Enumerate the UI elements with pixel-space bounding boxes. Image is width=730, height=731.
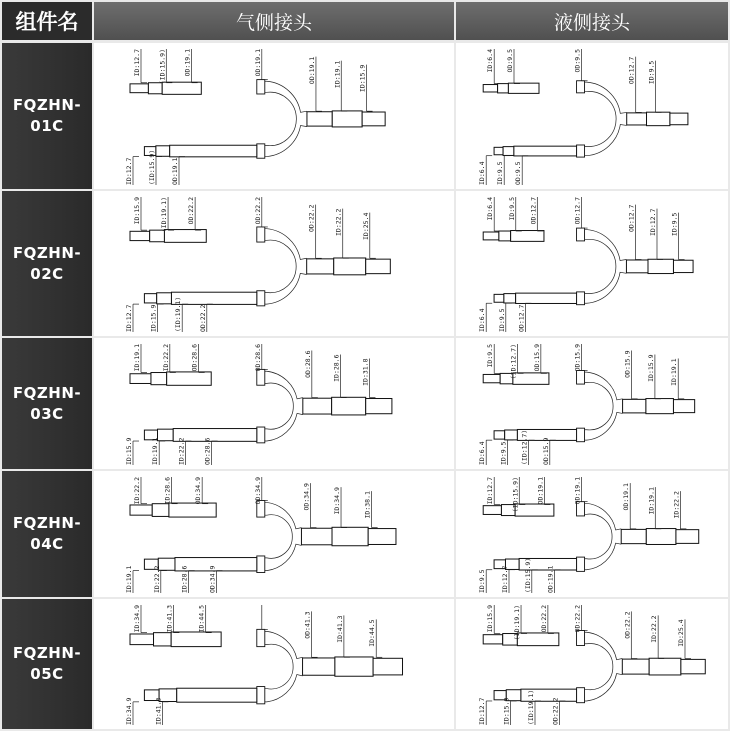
dimension-label: ID:41.3	[335, 615, 344, 643]
gas-joint-top-reducer	[130, 372, 211, 385]
gas-joint-main-trunk	[307, 111, 385, 127]
gas-joint-main-dimension	[368, 619, 382, 657]
dimension-label: OD:28.6	[190, 344, 199, 372]
gas-joint-top-reducer	[130, 230, 206, 243]
gas-joint-main-trunk	[303, 397, 392, 415]
dimension-label: ID:19.1	[670, 358, 679, 386]
dimension-label: OD:28.6	[303, 350, 312, 378]
gas-joint-top-reducer	[130, 632, 221, 647]
gas-joint-drawing-cell	[94, 599, 454, 729]
gas-joint-top-dimension	[160, 197, 174, 232]
gas-joint-top-dimension	[133, 197, 147, 230]
dimension-label: ID:34.9	[125, 697, 133, 725]
gas-joint-main-dimension	[335, 209, 349, 259]
dimension-label: ID:44.5	[368, 619, 377, 647]
dimension-label: ID:22.2	[672, 491, 681, 519]
model-label: FQZHN- 02C	[2, 191, 92, 336]
liquid-joint-bottom-dimension	[496, 156, 510, 185]
dimension-label: OD:34.9	[253, 477, 262, 505]
liquid-joint-arm-dimension	[574, 477, 588, 504]
liquid-joint-bottom-dimension	[514, 156, 528, 185]
dimension-label: OD:19.1	[307, 56, 316, 85]
liquid-joint-arm-dimension	[574, 49, 588, 81]
liquid-joint-main-trunk	[623, 399, 695, 414]
liquid-joint-drawing	[456, 43, 728, 189]
gas-joint-main-dimension	[333, 61, 347, 112]
dimension-label: OD:22.2	[573, 605, 582, 633]
dimension-label: ID:9.5	[497, 308, 506, 332]
dimension-label: ID:22.2	[650, 615, 659, 643]
dimension-label: OD:22.2	[198, 304, 207, 332]
gas-joint-arm-dimension	[254, 49, 268, 80]
liquid-joint-top-dimension	[529, 197, 543, 231]
dimension-label: ID:31.8	[361, 358, 370, 386]
liquid-joint-top-dimension	[508, 197, 522, 231]
gas-joint-bottom-arm	[144, 145, 256, 157]
dimension-label: OD:9.5	[514, 161, 523, 185]
liquid-joint-y-branch-body	[577, 371, 623, 442]
gas-joint-bottom-arm	[144, 558, 256, 571]
liquid-joint-main-dimension	[647, 487, 661, 529]
dimension-label: ID:6.4	[486, 197, 495, 221]
liquid-joint-bottom-arm	[494, 429, 576, 440]
dimension-label: ID:19.1	[647, 487, 656, 515]
liquid-joint-top-dimension	[486, 49, 500, 84]
liquid-joint-bottom-dimension	[498, 303, 512, 332]
gas-joint-top-dimension	[191, 344, 205, 373]
liquid-joint-main-dimension	[671, 213, 685, 260]
dimension-label: ID:25.4	[361, 212, 370, 241]
liquid-joint-bottom-dimension	[501, 566, 515, 593]
dimension-label: OD:9.5	[573, 49, 582, 73]
dimension-label: ID:12.7	[478, 697, 487, 725]
dimension-label: OD:19.1	[183, 49, 192, 77]
liquid-joint-main-trunk	[622, 658, 705, 675]
gas-joint-y-branch-body	[257, 629, 303, 703]
liquid-joint-drawing-cell	[456, 191, 728, 336]
dimension-label: OD:19.1	[546, 565, 555, 593]
gas-joint-main-trunk	[301, 527, 396, 545]
liquid-joint-main-dimension	[670, 358, 684, 398]
gas-joint-top-dimension	[158, 49, 172, 84]
dimension-label: OD:19.1	[622, 483, 631, 511]
dimension-label: ID:6.4	[478, 308, 487, 332]
liquid-joint-bottom-dimension	[503, 698, 517, 725]
liquid-joint-top-dimension	[486, 477, 500, 505]
gas-joint-main-dimension	[304, 611, 318, 657]
dimension-label: ID:15.9	[125, 437, 133, 465]
gas-joint-drawing-cell	[94, 471, 454, 597]
gas-joint-main-dimension	[333, 354, 347, 397]
gas-joint-drawing-cell	[94, 191, 454, 336]
liquid-joint-top-dimension	[486, 605, 500, 634]
dimension-label: (ID:12.7)	[509, 344, 518, 380]
dimension-label: ID:19.1	[151, 437, 160, 465]
dimension-label: OD:34.9	[208, 565, 217, 593]
gas-joint-drawing	[94, 191, 454, 336]
dimension-label: ID:6.4	[478, 441, 487, 465]
dimension-label: ID:41.3	[154, 697, 163, 725]
dimension-label: OD:34.9	[194, 477, 203, 505]
dimension-label: OD:19.1	[536, 477, 545, 505]
gas-joint-arm-dimension	[254, 477, 268, 504]
liquid-joint-drawing-cell	[456, 471, 728, 597]
gas-joint-bottom-dimension	[125, 304, 139, 332]
gas-joint-main-dimension	[304, 350, 318, 397]
liquid-joint-bottom-dimension	[499, 440, 513, 465]
dimension-label: ID:6.4	[486, 49, 495, 73]
dimension-label: OD:9.5	[506, 49, 514, 73]
liquid-joint-main-dimension	[628, 57, 642, 113]
dimension-label: ID:28.6	[332, 354, 341, 382]
liquid-joint-main-trunk	[626, 259, 693, 273]
dimension-label: (ID:19.1)	[513, 605, 522, 641]
dimension-label: OD:22.2	[551, 697, 560, 725]
gas-joint-bottom-arm	[144, 429, 256, 442]
liquid-joint-bottom-arm	[494, 146, 576, 156]
dimension-label: ID:12.7	[501, 565, 509, 593]
gas-joint-top-reducer	[130, 503, 216, 517]
header-gas-side-joint: 气侧接头	[94, 2, 454, 40]
liquid-joint-bottom-arm	[494, 293, 576, 303]
dimension-label: ID:15.9	[133, 197, 141, 225]
gas-joint-main-trunk	[303, 657, 403, 676]
dimension-label: OD:12.7	[627, 56, 636, 85]
gas-joint-drawing	[94, 338, 454, 469]
gas-joint-arm-dimension	[262, 605, 268, 629]
dimension-label: ID:19.1	[333, 60, 342, 89]
dimension-label: OD:22.2	[187, 197, 196, 225]
liquid-joint-drawing	[456, 471, 728, 597]
gas-joint-main-dimension	[359, 65, 373, 112]
liquid-joint-bottom-dimension	[547, 566, 561, 593]
gas-joint-bottom-dimension	[199, 304, 213, 332]
dimension-label: OD:15.9	[541, 437, 550, 465]
dimension-label: ID:9.5	[496, 161, 505, 185]
liquid-joint-main-dimension	[649, 209, 663, 260]
gas-joint-arm-dimension	[254, 197, 268, 227]
gas-joint-top-dimension	[198, 605, 212, 633]
dimension-label: ID:15.9	[149, 304, 158, 332]
gas-joint-bottom-dimension	[125, 698, 139, 725]
liquid-joint-main-trunk	[627, 112, 688, 125]
dimension-label: ID:9.5	[499, 441, 508, 465]
liquid-joint-main-dimension	[647, 354, 661, 398]
liquid-joint-bottom-dimension	[517, 303, 531, 332]
dimension-label: ID:12.7	[125, 157, 133, 185]
dimension-label: ID:15.9	[646, 354, 655, 382]
dimension-label: (ID:15.9)	[523, 557, 532, 593]
gas-joint-top-dimension	[133, 49, 147, 83]
dimension-label: (ID:15.9)	[148, 149, 156, 185]
gas-joint-main-dimension	[302, 483, 316, 528]
liquid-joint-main-dimension	[677, 619, 691, 658]
liquid-joint-top-dimension	[533, 344, 547, 373]
dimension-label: OD:15.9	[532, 344, 541, 372]
gas-joint-top-dimension	[162, 344, 176, 373]
dimension-label: OD:15.9	[623, 350, 632, 378]
liquid-joint-main-dimension	[672, 491, 686, 529]
liquid-joint-top-reducer	[483, 231, 544, 242]
dimension-label: ID:9.5	[478, 569, 487, 593]
dimension-label: (ID:15.9)	[511, 477, 520, 513]
gas-joint-top-dimension	[133, 477, 147, 504]
dimension-label: ID:15.9	[486, 605, 495, 633]
model-label: FQZHN- 05C	[2, 599, 92, 729]
dimension-label: ID:28.6	[163, 477, 172, 505]
dimension-label: OD:41.3	[303, 611, 312, 639]
dimension-label: ID:22.2	[152, 565, 161, 593]
dimension-label: OD:22.2	[623, 611, 632, 639]
liquid-joint-bottom-dimension	[478, 440, 492, 465]
gas-joint-main-trunk	[307, 258, 391, 275]
liquid-joint-drawing-cell	[456, 338, 728, 469]
liquid-joint-y-branch-body	[577, 81, 627, 157]
dimension-label: ID:9.5	[670, 212, 679, 237]
dimension-label: ID:12.7	[125, 304, 133, 332]
header-component-name: 组件名	[2, 2, 92, 40]
dimension-label: ID:19.1	[125, 565, 133, 593]
gas-joint-drawing	[94, 599, 454, 729]
gas-joint-top-dimension	[184, 49, 198, 83]
dimension-label: ID:38.1	[363, 491, 372, 519]
liquid-joint-main-trunk	[621, 529, 699, 545]
liquid-joint-main-dimension	[650, 615, 664, 658]
gas-joint-bottom-dimension	[150, 304, 164, 332]
dimension-label: OD:12.7	[573, 197, 582, 225]
liquid-joint-top-dimension	[540, 605, 554, 634]
liquid-joint-main-dimension	[627, 205, 641, 260]
header-liquid-side-joint: 液侧接头	[456, 2, 728, 40]
dimension-label: OD:34.9	[302, 483, 311, 511]
dimension-label: ID:19.1	[133, 344, 141, 372]
gas-joint-y-branch-body	[257, 501, 302, 573]
dimension-label: ID:9.5	[507, 197, 516, 221]
gas-joint-drawing-cell	[94, 338, 454, 469]
liquid-joint-top-dimension	[486, 197, 500, 231]
gas-joint-bottom-dimension	[125, 438, 139, 465]
dimension-label: ID:15.9	[502, 697, 511, 725]
dimension-label: (ID:15.9)	[158, 49, 167, 85]
model-label: FQZHN- 03C	[2, 338, 92, 469]
liquid-joint-bottom-dimension	[478, 303, 492, 332]
liquid-joint-drawing-cell	[456, 43, 728, 189]
gas-joint-top-dimension	[133, 605, 147, 633]
model-label: FQZHN- 01C	[2, 43, 92, 189]
liquid-joint-main-dimension	[648, 61, 662, 113]
gas-joint-drawing	[94, 471, 454, 597]
liquid-joint-y-branch-body	[577, 630, 623, 702]
liquid-joint-arm-dimension	[574, 605, 588, 632]
dimension-label: ID:25.4	[676, 619, 685, 647]
dimension-label: (ID:19.1)	[527, 689, 535, 725]
dimension-label: ID:12.7	[486, 477, 495, 505]
gas-joint-main-dimension	[308, 57, 322, 112]
liquid-joint-drawing	[456, 191, 728, 336]
gas-joint-bottom-dimension	[125, 566, 139, 593]
dimension-label: OD:19.1	[171, 157, 179, 185]
dimension-label: ID:22.2	[161, 344, 170, 372]
gas-joint-arm-dimension	[254, 344, 268, 371]
dimension-label: OD:19.1	[253, 49, 262, 77]
gas-joint-y-branch-body	[257, 227, 307, 306]
liquid-joint-arm-dimension	[574, 197, 588, 228]
dimension-label: ID:22.2	[133, 477, 141, 505]
gas-joint-main-dimension	[308, 205, 322, 259]
liquid-joint-bottom-dimension	[478, 569, 492, 593]
gas-joint-main-dimension	[362, 213, 376, 259]
dimension-label: ID:41.3	[165, 605, 174, 633]
gas-joint-drawing	[94, 43, 454, 189]
liquid-joint-bottom-dimension	[478, 698, 492, 725]
liquid-joint-main-dimension	[624, 350, 638, 398]
gas-joint-top-dimension	[187, 197, 201, 230]
dimension-label: OD:22.2	[253, 197, 262, 225]
gas-joint-bottom-dimension	[125, 157, 139, 185]
liquid-joint-top-dimension	[506, 49, 520, 84]
dimension-label: ID:44.5	[197, 605, 206, 633]
gas-joint-main-dimension	[364, 491, 378, 528]
dimension-label: (ID:19.1)	[160, 197, 169, 233]
dimension-label: ID:22.2	[334, 208, 343, 237]
dimension-label: OD:22.2	[307, 204, 316, 233]
gas-joint-y-branch-body	[257, 369, 303, 442]
liquid-joint-top-reducer	[483, 83, 539, 93]
dimension-label: ID:22.2	[177, 437, 186, 465]
dimension-label: OD:12.7	[517, 304, 526, 332]
dimension-label: ID:9.5	[647, 60, 656, 85]
dimension-label: ID:34.9	[133, 605, 141, 633]
liquid-joint-arm-dimension	[574, 344, 588, 371]
liquid-joint-top-dimension	[536, 477, 550, 505]
gas-joint-bottom-dimension	[151, 438, 165, 465]
gas-joint-bottom-dimension	[154, 698, 168, 725]
dimension-label: OD:12.7	[529, 197, 538, 225]
dimension-label: OD:19.1	[573, 477, 582, 505]
gas-joint-drawing-cell	[94, 43, 454, 189]
dimension-label: (ID:19.1)	[174, 296, 183, 332]
dimension-label: OD:12.7	[627, 204, 636, 233]
dimension-label: ID:12.7	[648, 208, 657, 237]
liquid-joint-y-branch-body	[577, 228, 627, 305]
gas-joint-top-dimension	[133, 344, 147, 373]
liquid-joint-main-dimension	[622, 483, 636, 529]
gas-joint-top-dimension	[164, 477, 178, 504]
dimension-label: (ID:12.7)	[520, 429, 529, 465]
gas-joint-main-dimension	[333, 487, 347, 528]
dimension-label: ID:9.5	[486, 344, 495, 368]
liquid-joint-main-dimension	[623, 611, 637, 658]
dimension-label: ID:28.6	[180, 565, 189, 593]
gas-joint-top-dimension	[165, 605, 179, 633]
dimension-label: OD:28.6	[253, 344, 262, 372]
liquid-joint-drawing	[456, 599, 728, 729]
gas-joint-bottom-arm	[144, 292, 256, 304]
dimension-label: OD:15.9	[573, 344, 582, 372]
dimension-label: ID:15.9	[358, 64, 367, 93]
liquid-joint-bottom-dimension	[542, 438, 556, 465]
gas-joint-y-branch-body	[257, 80, 307, 159]
liquid-joint-drawing-cell	[456, 599, 728, 729]
dimension-label: OD:22.2	[539, 605, 548, 633]
liquid-joint-drawing	[456, 338, 728, 469]
model-label: FQZHN- 04C	[2, 471, 92, 597]
gas-joint-bottom-dimension	[171, 157, 185, 185]
dimension-label: ID:6.4	[478, 161, 487, 185]
dimension-label: ID:12.7	[133, 49, 141, 77]
gas-joint-main-dimension	[361, 358, 375, 397]
liquid-joint-bottom-dimension	[478, 156, 492, 185]
dimension-label: ID:34.9	[333, 487, 342, 515]
dimension-label: OD:28.6	[203, 437, 212, 465]
gas-joint-top-dimension	[194, 477, 208, 504]
gas-joint-main-dimension	[336, 615, 350, 657]
liquid-joint-top-dimension	[486, 344, 500, 373]
liquid-joint-y-branch-body	[577, 502, 622, 572]
